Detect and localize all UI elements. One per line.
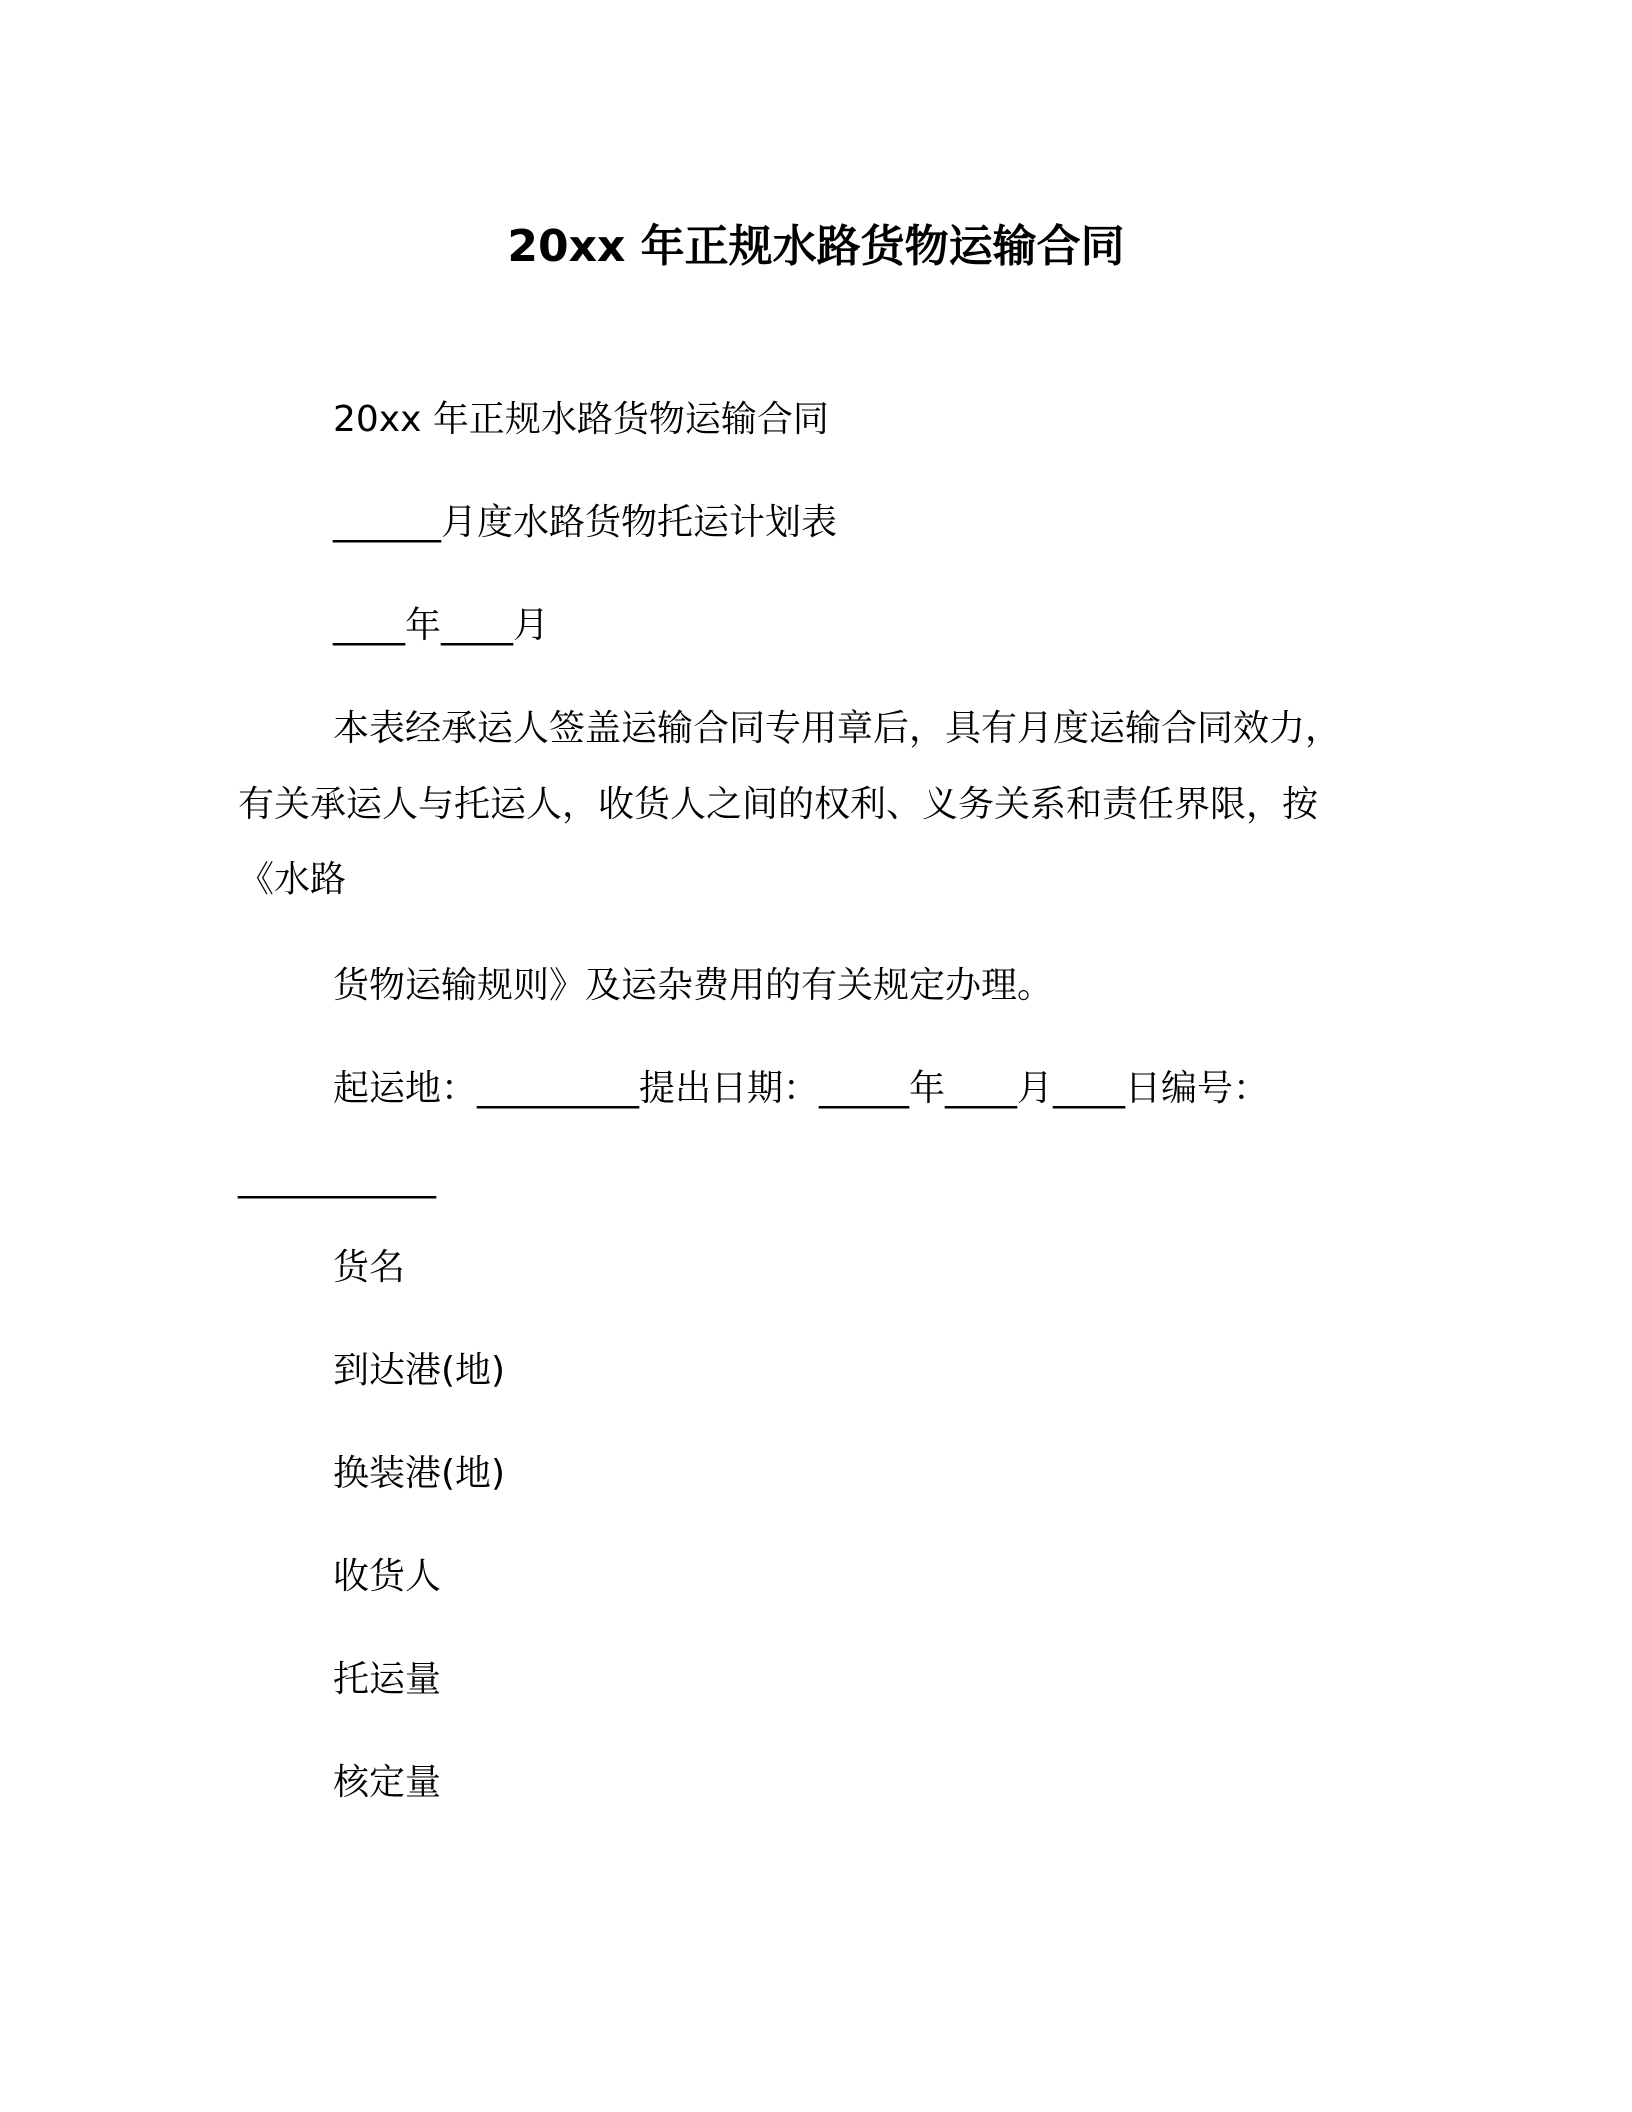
field-transfer-port: 换装港(地)	[333, 1453, 506, 1494]
paragraph-line-2: 有关承运人与托运人，收货人之间的权利、义务关系和责任界限，按	[238, 784, 1319, 825]
field-consignee: 收货人	[333, 1556, 442, 1597]
paragraph-line-3: 《水路	[238, 859, 347, 900]
field-approved-quantity: 核定量	[333, 1762, 442, 1803]
origin-date-number-line: 起运地：_________提出日期：_____年____月____日编号：	[333, 1068, 1270, 1109]
field-consigned-quantity: 托运量	[333, 1659, 442, 1700]
field-destination-port: 到达港(地)	[333, 1350, 506, 1391]
paragraph-line-1: 本表经承运人签盖运输合同专用章后，具有月度运输合同效力，	[333, 708, 1342, 749]
field-cargo-name: 货名	[333, 1247, 406, 1288]
number-blank-line: ___________	[238, 1158, 436, 1199]
contract-subtitle: 20xx 年正规水路货物运输合同	[333, 399, 829, 440]
document-title: 20xx 年正规水路货物运输合同	[507, 221, 1125, 272]
plan-heading: ______月度水路货物托运计划表	[333, 502, 838, 543]
year-month-line: ____年____月	[333, 605, 550, 646]
paragraph-line-4: 货物运输规则》及运杂费用的有关规定办理。	[333, 965, 1054, 1006]
